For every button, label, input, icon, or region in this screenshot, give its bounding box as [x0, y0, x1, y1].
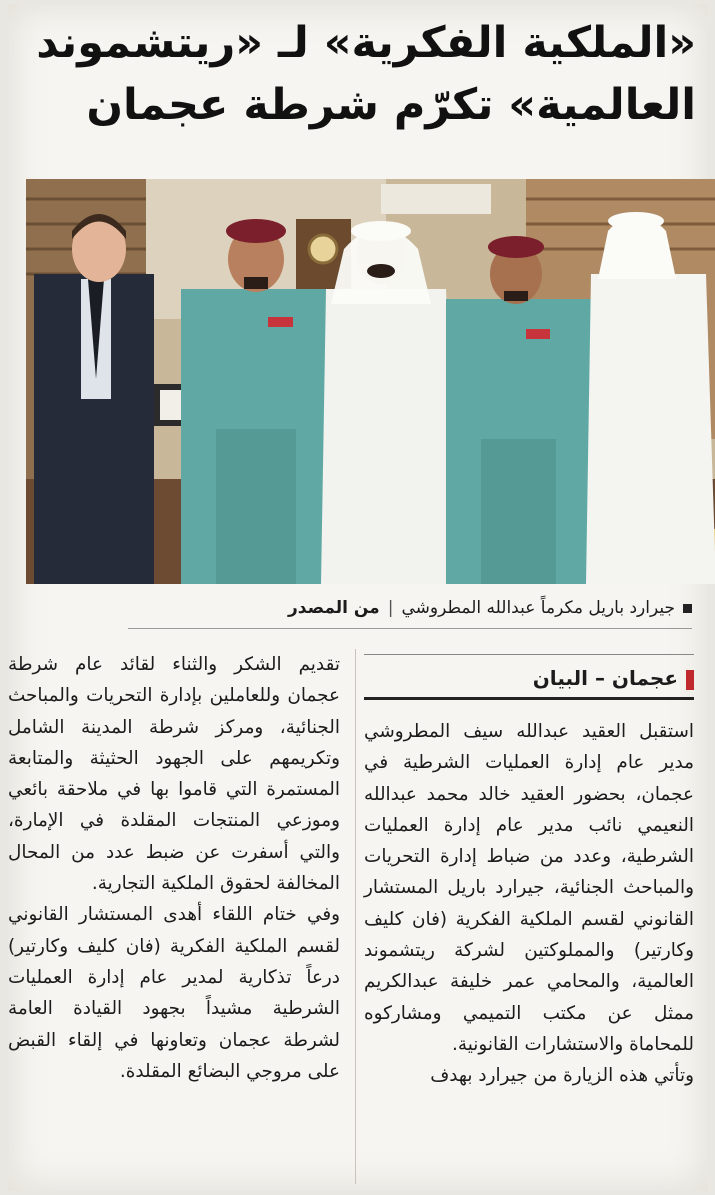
- column-divider: [355, 649, 356, 1184]
- photo-ac-unit: [381, 184, 491, 214]
- byline-box: [364, 654, 694, 705]
- headline-line-1: «الملكية الفكرية» لـ «ريتشموند: [36, 18, 696, 68]
- article-paragraph: وتأتي هذه الزيارة من جيرارد بهدف: [430, 1065, 694, 1087]
- byline-accent-icon: [686, 670, 694, 690]
- caption-separator: |: [387, 598, 394, 618]
- caption-text: جيرارد باريل مكرماً عبدالله المطروشي: [401, 598, 675, 618]
- byline: [364, 663, 694, 700]
- article-column-right: [364, 716, 694, 1092]
- photo-credit: من المصدر: [288, 598, 380, 618]
- byline-text: عجمان – البيان: [532, 666, 678, 690]
- headline: [28, 12, 696, 136]
- photo-illustration: [26, 179, 715, 584]
- article-paragraph: استقبل العقيد عبدالله سيف المطروشي مدير عام إدارة العمليات الشرطية في عجمان، بحضور العقيد خالد محمد عبدالله النعيمي نائب مدير عام إدارة العمليات الشرطية، وعدد من ضباط إدارة التحريات والمباحث الجنائية، جيرارد باريل المستشار القانوني لقسم الملكية الفكرية (فان كليف وكارتير) والمملوكتين لشركة ريتشموند العالمية، والمحامي عمر خليفة عبدالكريم ممثل عن مكتب التميمي ومشاركوه للمحاماة والاستشارات القانونية.: [364, 721, 694, 1055]
- photo-clock: [309, 235, 337, 263]
- news-photo: [26, 179, 715, 584]
- caption-bullet-icon: [683, 604, 692, 613]
- article-column-left: [8, 649, 340, 1087]
- article-paragraph: تقديم الشكر والثناء لقائد عام شرطة عجمان وللعاملين بإدارة التحريات والمباحث الجنائية، ومركز شرطة المدينة الشامل وتكريمهم على الجهود الحثيثة والمتابعة المستمرة التي قاموا بها في ملاحقة بائعي وموزعي المنتجات المقلدة في الإمارة، والتي أسفرت عن ضبط عدد من المحال المخالفة لحقوق الملكية التجارية.: [8, 654, 340, 895]
- article-paragraph: وفي ختام اللقاء أهدى المستشار القانوني لقسم الملكية الفكرية (فان كليف وكارتير) درعاً تذكارية لمدير عام إدارة العمليات الشرطية مشيداً بجهود القيادة العامة لشرطة عجمان وتعاونها في إلقاء القبض على مروجي البضائع المقلدة.: [8, 904, 340, 1082]
- photo-caption: [128, 594, 692, 629]
- newspaper-page: [8, 4, 708, 1191]
- headline-line-2: العالمية» تكرّم شرطة عجمان: [86, 80, 696, 130]
